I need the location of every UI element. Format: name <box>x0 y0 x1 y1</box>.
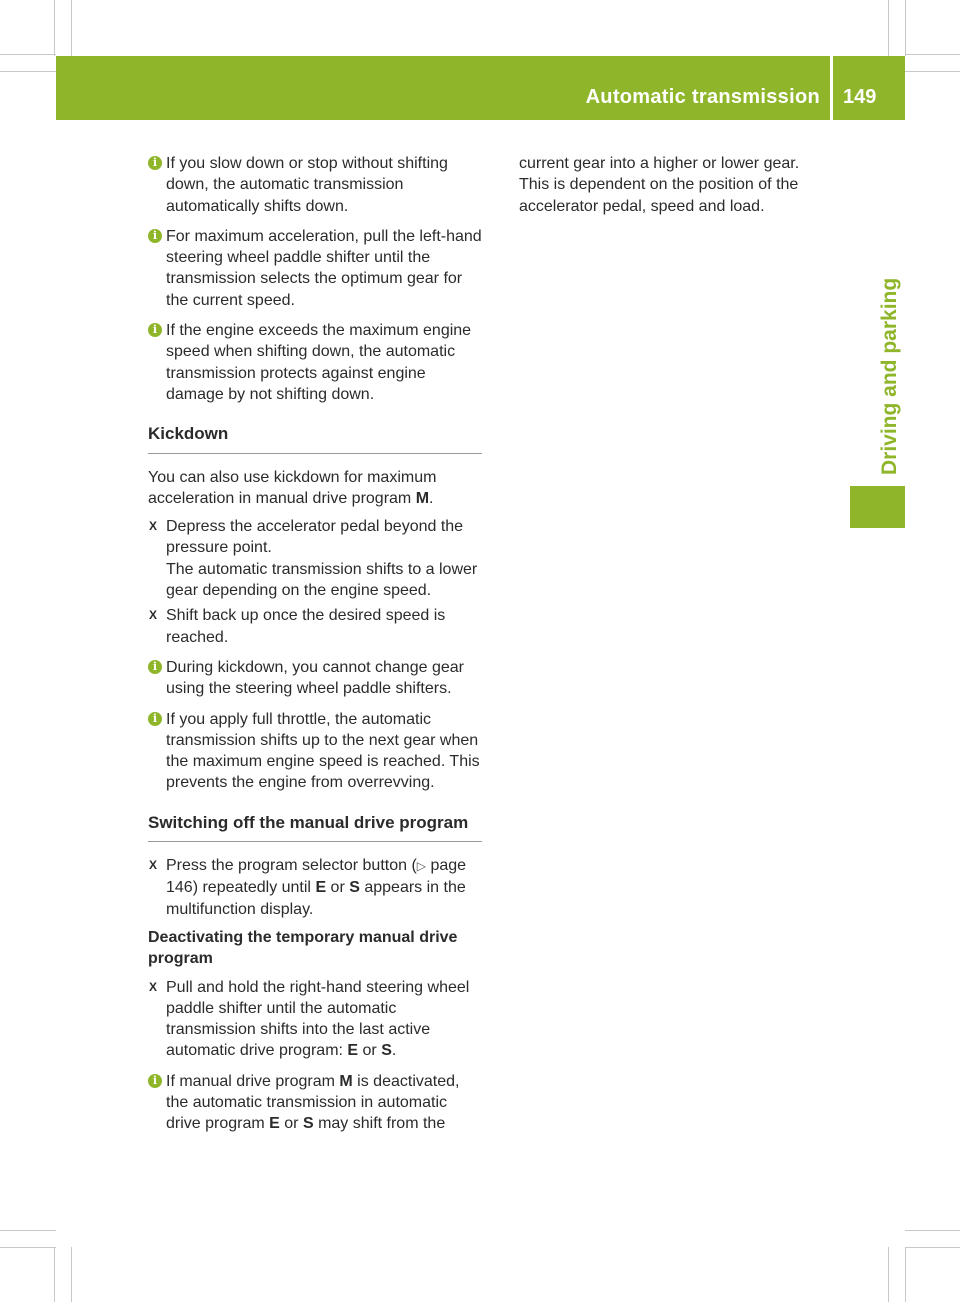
intro-text: You can also use kickdown for maximum acceleration in manual drive program <box>148 468 437 507</box>
program-e: E <box>269 1115 280 1133</box>
crop-mark <box>888 1247 889 1302</box>
crop-mark <box>0 1230 56 1231</box>
header-divider <box>830 56 833 120</box>
or-text: or <box>279 1115 303 1133</box>
step-text: Press the program selector button ( <box>166 857 417 875</box>
step-arrow-icon: X <box>149 858 158 873</box>
note-text: During kickdown, you cannot change gear using the steering wheel paddle shifters. <box>166 658 464 698</box>
crop-mark <box>905 0 906 56</box>
info-icon: i <box>148 323 162 337</box>
right-column <box>519 153 819 224</box>
info-icon: i <box>148 1074 162 1088</box>
section-heading-switching-off: Switching off the manual drive program <box>148 812 482 842</box>
side-tab-label: Driving and parking <box>878 277 901 475</box>
program-s: S <box>349 879 360 897</box>
intro-end: . <box>429 489 434 507</box>
crop-mark <box>905 1230 960 1231</box>
info-note <box>148 320 482 405</box>
instruction-step <box>148 516 482 601</box>
program-e: E <box>347 1042 359 1060</box>
note-text: If you apply full throttle, the automatic transmission shifts up to the next gear when the maximum engine speed is reached. This prevents the engine from overrevving. <box>166 710 480 792</box>
kickdown-intro <box>148 467 482 510</box>
program-s: S <box>302 1115 314 1133</box>
continuation-text: current gear into a higher or lower gear. This is dependent on the position of the accelerator pedal, speed and load. <box>519 155 800 215</box>
step-text-end: . <box>391 1042 397 1060</box>
note-text: If you slow down or stop without shifting down, the automatic transmission automatically shifts down. <box>166 155 448 215</box>
crop-mark <box>0 71 56 72</box>
crop-mark <box>905 1247 960 1248</box>
program-e: E <box>315 879 327 897</box>
info-note <box>148 657 482 700</box>
step-arrow-icon: X <box>149 608 158 623</box>
crop-mark <box>71 0 72 56</box>
crop-mark <box>54 0 55 56</box>
program-m: M <box>415 489 430 507</box>
info-note <box>148 1071 482 1135</box>
step-result: The automatic transmission shifts to a lower gear depending on the engine speed. <box>166 560 478 600</box>
note-text-end: may shift from the <box>313 1115 446 1133</box>
note-text: If the engine exceeds the maximum engine speed when shifting down, the automatic transmission protects against engine damage by not shifting down. <box>166 322 472 403</box>
note-text: If manual drive program <box>166 1072 340 1090</box>
crop-mark <box>905 1247 906 1302</box>
step-arrow-icon: X <box>149 979 158 994</box>
crop-mark <box>0 1247 56 1248</box>
note-text: For maximum acceleration, pull the left-hand steering wheel paddle shifter until the transmission selects the optimum gear for the current speed. <box>166 227 482 309</box>
info-note <box>148 226 482 311</box>
page-number: 149 <box>843 86 877 108</box>
crop-mark <box>905 54 960 55</box>
page-ref-link[interactable]: page 146) repeatedly until <box>166 857 467 897</box>
info-icon: i <box>148 712 162 726</box>
section-heading-kickdown: Kickdown <box>148 423 482 453</box>
info-note <box>148 709 482 794</box>
info-note <box>148 153 482 217</box>
step-text: Shift back up once the desired speed is reached. <box>166 607 446 646</box>
step-text-end: appears in the multifunction display. <box>166 879 466 918</box>
instruction-step <box>148 605 482 648</box>
crop-mark <box>71 1247 72 1302</box>
step-text: Pull and hold the right-hand steering wheel paddle shifter until the automatic transmission shifts into the last active automatic drive program: <box>166 978 470 1060</box>
crop-mark <box>0 54 56 55</box>
instruction-step <box>148 855 482 920</box>
step-arrow-icon: X <box>149 519 158 534</box>
side-tab-block <box>850 486 905 528</box>
or-text: or <box>326 879 350 897</box>
left-column <box>148 153 482 1144</box>
crop-mark <box>905 71 960 72</box>
program-s: S <box>381 1042 392 1060</box>
crop-mark <box>888 0 889 56</box>
info-icon: i <box>148 156 162 170</box>
page-ref-arrow-icon: ▷ <box>416 859 427 874</box>
info-icon: i <box>148 229 162 243</box>
note-text-mid: is deactivated, the automatic transmission in automatic drive program <box>166 1072 460 1133</box>
step-text: Depress the accelerator pedal beyond the pressure point. <box>166 518 464 557</box>
info-icon: i <box>148 660 162 674</box>
instruction-step <box>148 977 482 1062</box>
subheading-deactivating: Deactivating the temporary manual drive program <box>148 928 458 968</box>
program-m: M <box>339 1072 353 1090</box>
or-text: or <box>358 1042 382 1060</box>
crop-mark <box>54 1247 55 1302</box>
page-title: Automatic transmission <box>585 86 820 108</box>
